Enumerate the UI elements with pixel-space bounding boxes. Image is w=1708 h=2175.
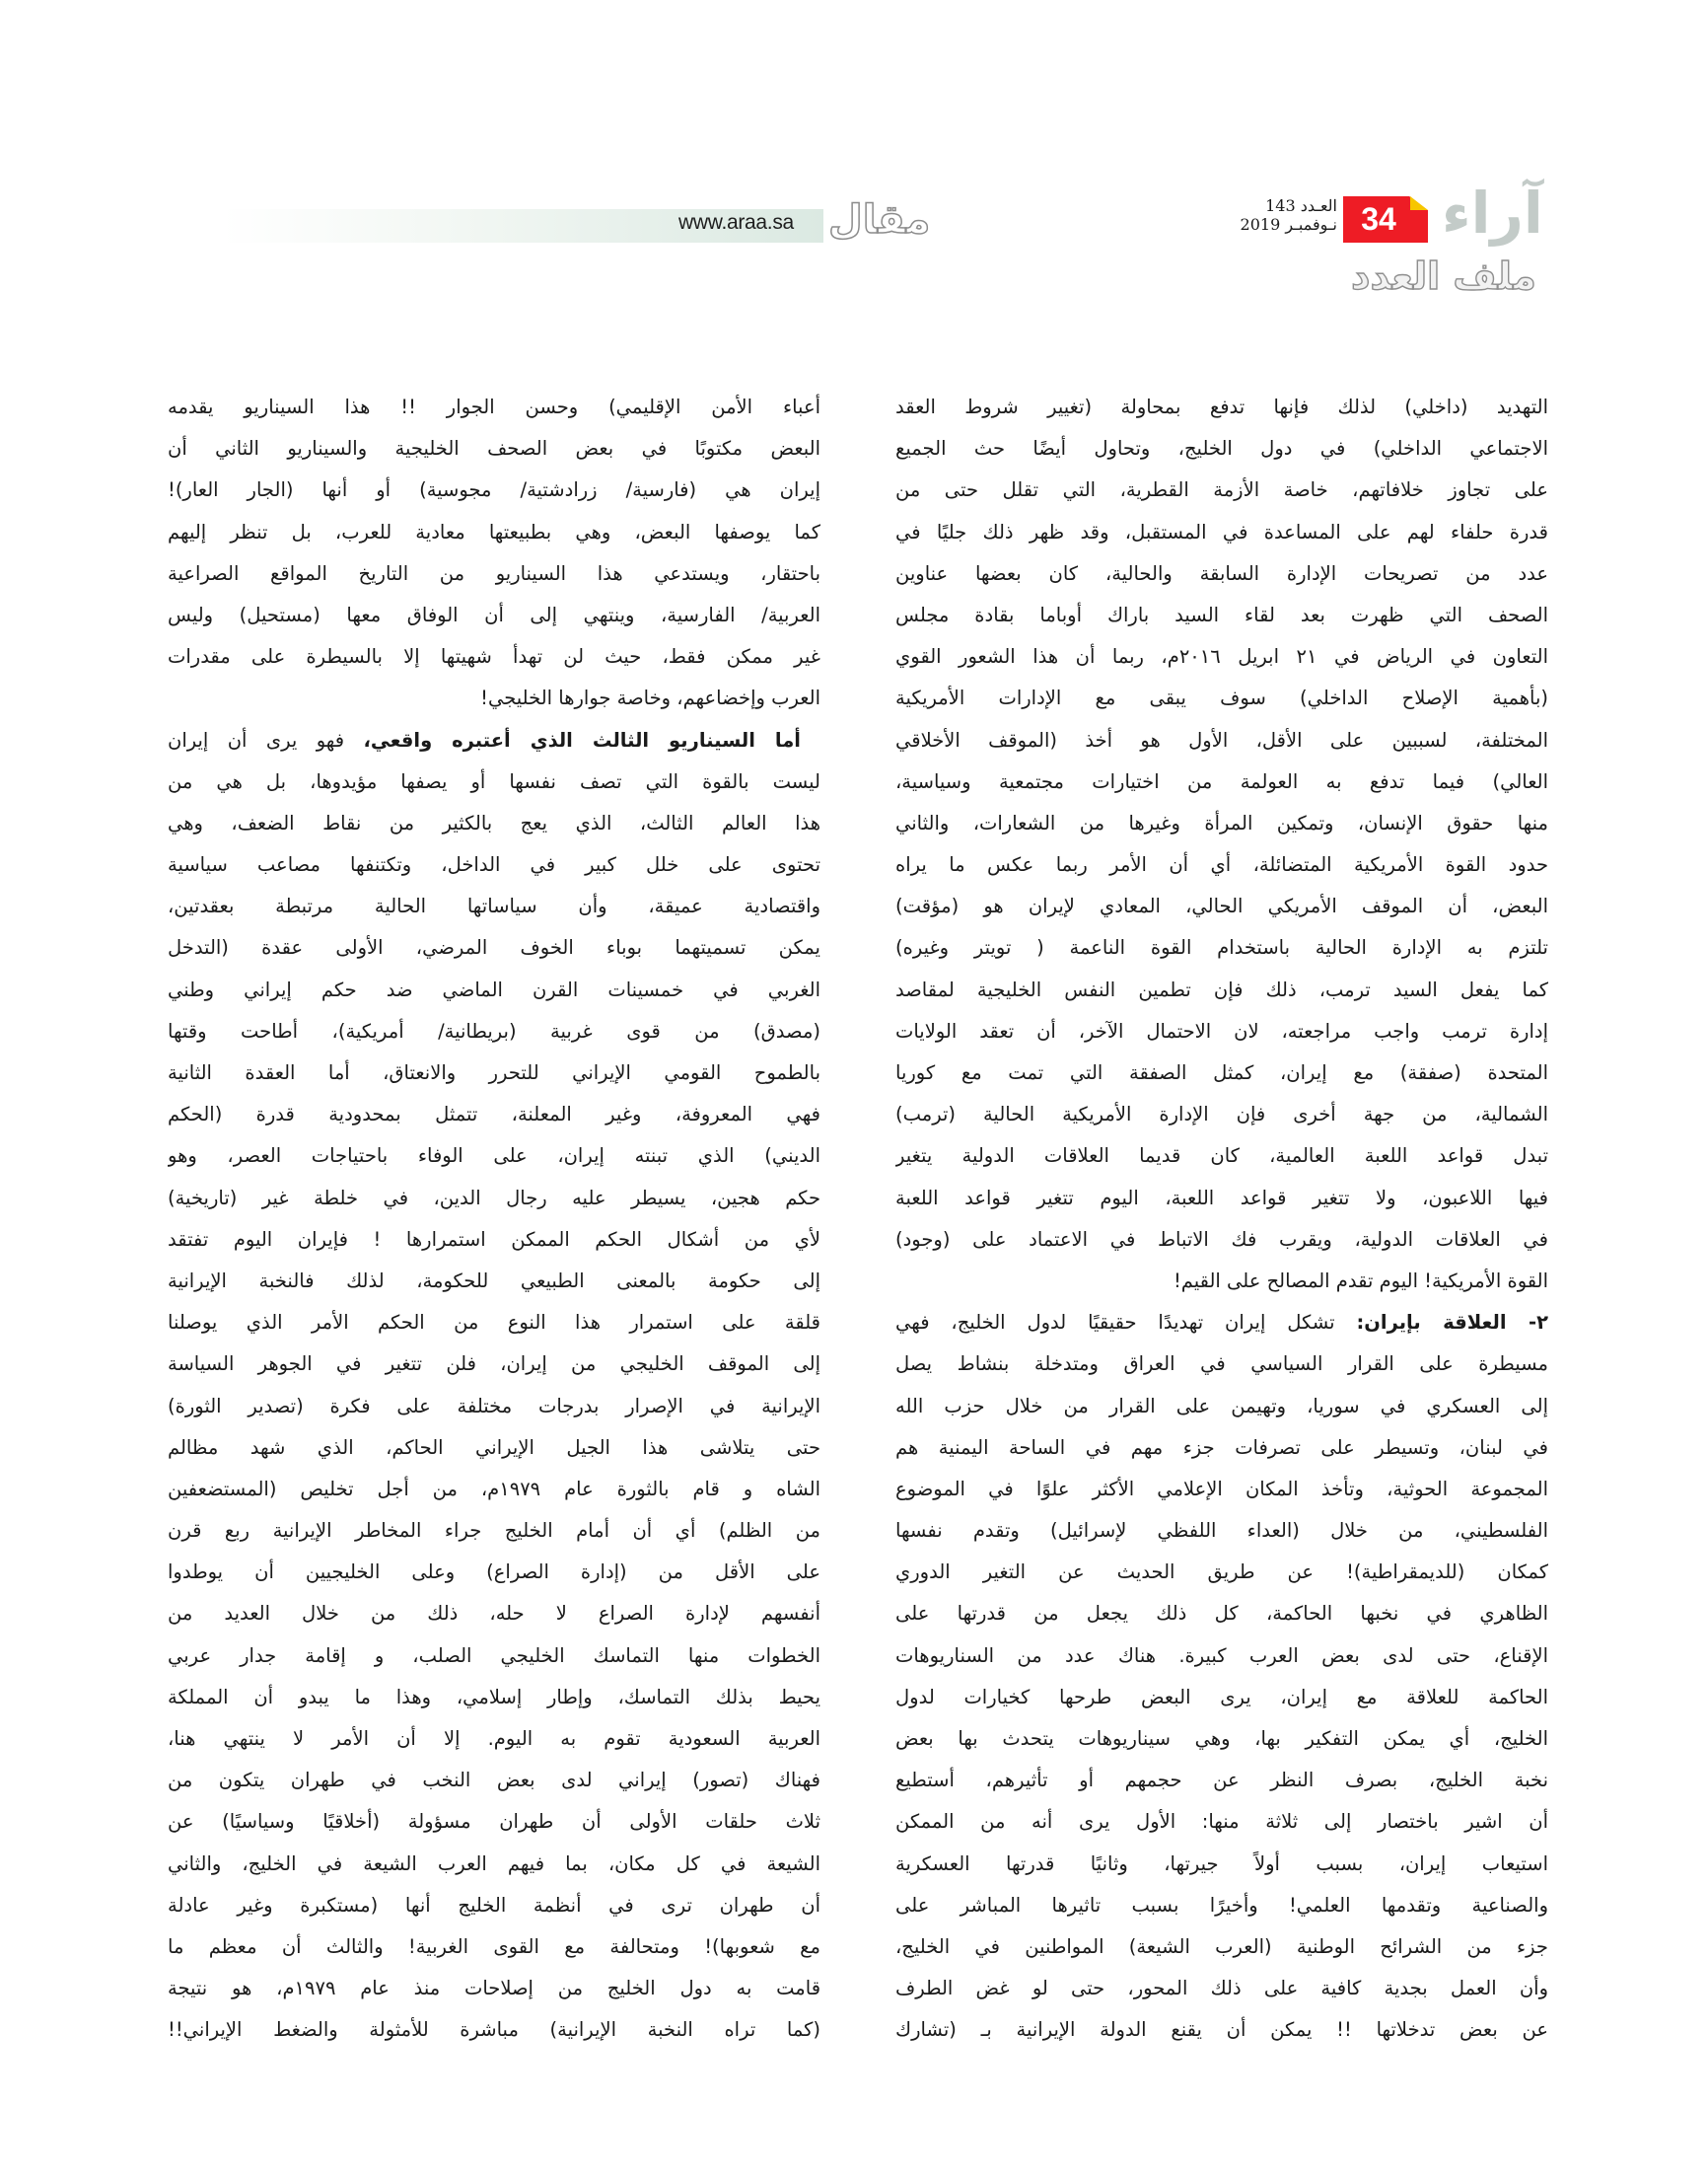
article-line xyxy=(168,1593,820,1634)
line-text: (كما تراه النخبة الإيرانية) مباشرة للأمثولة والضغط الإيراني!! xyxy=(168,2018,820,2042)
article-line xyxy=(168,1261,820,1302)
article-line xyxy=(895,1510,1548,1552)
line-text: إلى الموقف الخليجي من إيران، فلن تتغير في الجوهر السياسة xyxy=(168,1352,820,1376)
page-number: 34 xyxy=(1361,201,1396,237)
line-text: كمكان (للديمقراطية)! عن طريق الحديث عن التغير الدوري xyxy=(895,1560,1548,1584)
section-label: مقال xyxy=(828,197,931,243)
article-line xyxy=(895,1261,1548,1302)
line-text: تحتوى على خلل كبير في الداخل، وتكتنفها مصاعب سياسية xyxy=(168,853,820,877)
article-line xyxy=(168,1510,820,1552)
line-text: قلقة على استمرار هذا النوع من الحكم الأمر الذي يوصلنا xyxy=(168,1311,820,1335)
article-line xyxy=(895,470,1548,511)
article-line xyxy=(168,1760,820,1801)
article-line xyxy=(895,886,1548,927)
line-text: التهديد (داخلي) لذلك فإنها تدفع بمحاولة (تغيير شروط العقد xyxy=(895,396,1548,418)
line-text: حدود القوة الأمريكية المتضائلة، أي أن الأمر ربما عكس ما يراه xyxy=(895,853,1548,877)
line-text: تلتزم به الإدارة الحالية باستخدام القوة الناعمة ( تويتر وغيره) xyxy=(895,936,1548,960)
line-text: العرب وإخضاعهم، وخاصة جوارها الخليجي! xyxy=(480,687,820,710)
line-text: العالي) فيما تدفع به العولمة من اختيارات مجتمعية وسياسية، xyxy=(895,769,1548,793)
article-line xyxy=(895,1094,1548,1135)
article-line xyxy=(168,1011,820,1052)
article-line xyxy=(895,1801,1548,1843)
line-text: إلى حكومة بالمعنى الطبيعي للحكومة، لذلك فالنخبة الإيرانية xyxy=(168,1269,820,1292)
issue-date: نـوفمبـر 2019 xyxy=(1240,215,1337,234)
line-text: أنفسهم لإدارة الصراع لا حله، ذلك من خلال العديد من xyxy=(168,1602,820,1626)
article-line xyxy=(168,1926,820,1968)
article-line xyxy=(895,428,1548,470)
article-line xyxy=(895,387,1548,428)
line-text: ثلاث حلقات الأولى أن طهران مسؤولة (أخلاقيًا وسياسيًا) عن xyxy=(168,1810,820,1834)
line-text: من الظلم) أي أن أمام الخليج جراء المخاطر الإيرانية ربع قرن xyxy=(168,1519,820,1543)
line-text: الظاهري في نخبها الحاكمة، كل ذلك يجعل من قدرتها على xyxy=(895,1602,1548,1626)
line-text: فيها اللاعبون، ولا تتغير قواعد اللعبة، اليوم تتغير قواعد اللعبة xyxy=(895,1186,1548,1209)
article-line xyxy=(895,595,1548,636)
line-text: منها حقوق الإنسان، وتمكين المرأة وغيرها من الشعارات، والثاني xyxy=(895,811,1548,834)
magazine-logo: آراء xyxy=(1442,180,1543,247)
line-text: عن بعض تدخلاتها !! يمكن أن يقنع الدولة الإيرانية بـ (تشارك xyxy=(895,2018,1548,2042)
article-line xyxy=(168,678,820,719)
article-line xyxy=(895,1011,1548,1052)
article-line xyxy=(168,636,820,678)
line-text: مسيطرة على القرار السياسي في العراق ومتدخلة بنشاط يصل xyxy=(895,1352,1548,1376)
line-text: أعباء الأمن الإقليمي) وحسن الجوار !! هذا السيناريو يقدمه xyxy=(168,396,820,418)
line-text: الخطوات منها التماسك الخليجي الصلب، و إقامة جدار عربي xyxy=(168,1643,820,1667)
line-text: الخليج، أي يمكن التفكير بها، وهي سيناريوهات يتحدث بها بعض xyxy=(895,1727,1548,1750)
line-text: وأن العمل بجدية كافية على ذلك المحور، حتى لو غض الطرف xyxy=(895,1977,1548,2000)
line-text: واقتصادية عميقة، وأن سياساتها الحالية مرتبطة بعقدتين، xyxy=(168,895,820,918)
line-text: الحاكمة للعلاقة مع إيران، يرى البعض طرحها كخيارات لدول xyxy=(895,1685,1548,1708)
line-text: لأي من أشكال الحكم الممكن استمرارها ! فإيران اليوم تفتقد xyxy=(168,1227,820,1251)
line-text: إلى العسكري في سوريا، وتهيمن على القرار من خلال حزب الله xyxy=(895,1394,1548,1417)
article-line xyxy=(168,1844,820,1885)
article-line xyxy=(895,512,1548,553)
article-line xyxy=(895,720,1548,761)
line-text: إيران هي (فارسية/ زرادشتية/ مجوسية) أو أنها (الجار العار)! xyxy=(168,478,820,502)
article-line xyxy=(168,1219,820,1261)
article-line xyxy=(895,1386,1548,1427)
line-text: الإيرانية في الإصرار بدرجات مختلفة على فكرة (تصدير الثورة) xyxy=(168,1394,820,1417)
article-line xyxy=(895,2009,1548,2051)
line-text: جزء من الشرائح الوطنية (العرب الشيعة) المواطنين في الخليج، xyxy=(895,1934,1548,1958)
line-text: العربية/ الفارسية، وينتهي إلى أن الوفاق معها (مستحيل) وليس xyxy=(168,603,820,626)
article-line xyxy=(895,1968,1548,2009)
line-text: عدد من تصريحات الإدارة السابقة والحالية، كان بعضها عناوين xyxy=(895,561,1548,585)
article-line xyxy=(895,1219,1548,1261)
article-line xyxy=(168,927,820,969)
line-text: حكم هجين، يسيطر عليه رجال الدين، في خلطة غير (تاريخية) xyxy=(168,1186,820,1209)
article-line xyxy=(895,927,1548,969)
article-column-left xyxy=(168,387,820,2052)
article-line xyxy=(168,470,820,511)
line-text: تشكل إيران تهديدًا حقيقيًا لدول الخليج، فهي xyxy=(895,1311,1357,1335)
line-text: الشيعة في كل مكان، بما فيهم العرب الشيعة في الخليج، والثاني xyxy=(168,1851,820,1875)
article-line xyxy=(895,636,1548,678)
line-text: (مصدق) من قوى غربية (بريطانية/ أمريكية)، أطاحت وقتها xyxy=(168,1019,820,1043)
article-line xyxy=(168,1343,820,1385)
line-text: الإقناع، حتى لدى بعض العرب كبيرة. هناك عدد من السناريوهات xyxy=(895,1643,1548,1667)
article-column-right xyxy=(895,387,1548,2052)
article-line xyxy=(168,1552,820,1593)
line-text: والصناعية وتقدمها العلمي! وأخيرًا بسبب تاثيرها المباشر على xyxy=(895,1893,1548,1917)
line-text: الصحف التي ظهرت بعد لقاء السيد باراك أوباما بقادة مجلس xyxy=(895,603,1548,626)
line-text: المجموعة الحوثية، وتأخذ المكان الإعلامي الأكثر علوًا في الموضوع xyxy=(895,1477,1548,1500)
line-text: في العلاقات الدولية، ويقرب فك الاتباط في الاعتماد على (وجود) xyxy=(895,1227,1548,1251)
article-line xyxy=(168,1302,820,1343)
article-line xyxy=(168,1677,820,1718)
article-line xyxy=(168,1469,820,1510)
article-line xyxy=(168,803,820,844)
line-text: البعض، أن الموقف الأمريكي الحالي، المعادي لإيران هو (مؤقت) xyxy=(895,895,1548,918)
line-text: الديني) الذي تبنته إيران، على الوفاء باحتياجات العصر، وهو xyxy=(168,1144,820,1168)
line-text: استيعاب إيران، بسبب أولاً جيرتها، وثانيًا قدرتها العسكرية xyxy=(895,1851,1548,1875)
line-text: غير ممكن فقط، حيث لن تهدأ شهيتها إلا بالسيطرة على مقدرات xyxy=(168,645,820,669)
line-text: الشمالية، من جهة أخرى فإن الإدارة الأمريكية الحالية (ترمب) xyxy=(895,1103,1548,1126)
line-text: قامت به دول الخليج من إصلاحات منذ عام ١٩٧٩م، هو نتيجة xyxy=(168,1977,820,2000)
line-text: باحتقار، ويستدعي هذا السيناريو من التاريخ المواقع الصراعية xyxy=(168,561,820,585)
article-line xyxy=(168,761,820,803)
article-line xyxy=(895,1135,1548,1177)
article-line xyxy=(895,1926,1548,1968)
line-text: مع شعوبها)! ومتحالفة مع القوى الغربية! والثالث أن معظم ما xyxy=(168,1934,820,1958)
article-line xyxy=(895,1427,1548,1469)
line-text: الاجتماعي الداخلي) في دول الخليج، وتحاول أيضًا حث الجميع xyxy=(895,437,1548,461)
article-line xyxy=(168,970,820,1011)
line-text: التعاون في الرياض في ٢١ ابريل ٢٠١٦م، ربما أن هذا الشعور القوي xyxy=(895,645,1548,669)
article-line xyxy=(895,1302,1548,1343)
article-line xyxy=(168,1094,820,1135)
article-line xyxy=(168,512,820,553)
line-text: الفلسطيني، من خلال (العداء اللفظي لإسرائيل) وتقدم نفسها xyxy=(895,1519,1548,1543)
article-line xyxy=(168,1052,820,1094)
line-text: كما يفعل السيد ترمب، ذلك فإن تطمين النفس الخليجية لمقاصد xyxy=(895,978,1548,1001)
article-line xyxy=(168,387,820,428)
line-text: بالطموح القومي الإيراني للتحرر والانعتاق، أما العقدة الثانية xyxy=(168,1061,820,1084)
line-text: كما يوصفها البعض، وهي بطبيعتها معادية للعرب، بل تنظر إليهم xyxy=(168,520,820,544)
issue-info xyxy=(1215,196,1337,234)
article-line xyxy=(168,1885,820,1926)
section-heading: أما السيناريو الثالث الذي أعتبره واقعي، xyxy=(363,728,801,752)
line-text: قدرة حلفاء لهم على المساعدة في المستقبل، وقد ظهر ذلك جليًا في xyxy=(895,520,1548,544)
article-line xyxy=(168,2009,820,2051)
article-line xyxy=(168,595,820,636)
article-line xyxy=(168,1635,820,1677)
line-text: ليست بالقوة التي تصف نفسها أو يصفها مؤيدوها، بل هي من xyxy=(168,769,820,793)
line-text: نخبة الخليج، بصرف النظر عن حجمهم أو تأثيرهم، أستطيع xyxy=(895,1769,1548,1792)
line-text: فهي المعروفة، وغير المعلنة، تتمثل بمحدودية قدرة (الحكم xyxy=(168,1103,820,1126)
line-text: على تجاوز خلافاتهم، خاصة الأزمة القطرية، التي تقلل حتى من xyxy=(895,478,1548,502)
article-line xyxy=(895,1052,1548,1094)
line-text: الغربي في خمسينات القرن الماضي ضد حكم إيراني وطني xyxy=(168,978,820,1001)
issue-number: العـدد 143 xyxy=(1265,196,1337,215)
article-line xyxy=(895,970,1548,1011)
line-text: فهناك (تصور) إيراني لدى بعض النخب في طهران يتكون من xyxy=(168,1769,820,1792)
line-text: المختلفة، لسببين على الأقل، الأول هو أخذ (الموقف الأخلاقي xyxy=(895,728,1548,752)
article-line xyxy=(895,1718,1548,1760)
article-line xyxy=(895,1885,1548,1926)
line-text: (بأهمية الإصلاح الداخلي) سوف يبقى مع الإدارات الأمريكية xyxy=(895,687,1548,710)
article-line xyxy=(168,1427,820,1469)
article-line xyxy=(168,886,820,927)
article-line xyxy=(895,1552,1548,1593)
article-line xyxy=(895,1760,1548,1801)
site-url-link[interactable]: www.araa.sa xyxy=(678,211,794,234)
article-line xyxy=(895,1844,1548,1885)
line-text: حتى يتلاشى هذا الجيل الإيراني الحاكم، الذي شهد مظالم xyxy=(168,1435,820,1459)
article-line xyxy=(168,428,820,470)
article-line xyxy=(895,1469,1548,1510)
line-text: أن اشير باختصار إلى ثلاثة منها: الأول يرى أنه من الممكن xyxy=(895,1810,1548,1834)
line-text: فهو يرى أن إيران xyxy=(168,728,364,752)
line-text: القوة الأمريكية! اليوم تقدم المصالح على القيم! xyxy=(1173,1269,1548,1292)
article-line xyxy=(168,844,820,886)
line-text: المتحدة (صفقة) مع إيران، كمثل الصفقة التي تمت مع كوريا xyxy=(895,1061,1548,1084)
line-text: الشاه و قام بالثورة عام ١٩٧٩م، من أجل تخليص (المستضعفين xyxy=(168,1477,820,1500)
article-line xyxy=(168,1801,820,1843)
article-line xyxy=(168,1178,820,1219)
line-text: يحيط بذلك التماسك، وإطار إسلامي، وهذا ما يبدو أن المملكة xyxy=(168,1685,820,1708)
page-header xyxy=(0,0,1708,316)
article-line xyxy=(168,720,820,761)
article-line xyxy=(895,1635,1548,1677)
article-line xyxy=(168,1135,820,1177)
line-text: أن طهران ترى في أنظمة الخليج أنها (مستكبرة وغير عادلة xyxy=(168,1893,820,1917)
article-line xyxy=(168,1386,820,1427)
article-line xyxy=(168,553,820,595)
line-text: البعض مكتوبًا في بعض الصحف الخليجية والسيناريو الثاني أن xyxy=(168,437,820,461)
article-line xyxy=(895,553,1548,595)
line-text: العربية السعودية تقوم به اليوم. إلا أن الأمر لا ينتهي هنا، xyxy=(168,1727,820,1750)
article-line xyxy=(895,1178,1548,1219)
article-line xyxy=(895,761,1548,803)
line-text: يمكن تسميتهما بوباء الخوف المرضي، الأولى عقدة (التدخل xyxy=(168,936,820,960)
article-line xyxy=(895,1343,1548,1385)
line-text: إدارة ترمب واجب مراجعته، لان الاحتمال الآخر، أن تعقد الولايات xyxy=(895,1019,1548,1043)
issue-file-label: ملف العدد xyxy=(1351,254,1536,298)
line-text: تبدل قواعد اللعبة العالمية، كان قديما العلاقات الدولية يتغير xyxy=(895,1144,1548,1168)
line-text: في لبنان، وتسيطر على تصرفات جزء مهم في الساحة اليمنية هم xyxy=(895,1435,1548,1459)
article-line xyxy=(895,1677,1548,1718)
line-text: هذا العالم الثالث، الذي يعج بالكثير من نقاط الضعف، وهي xyxy=(168,811,820,834)
section-heading: ٢- العلاقة بإيران: xyxy=(1356,1311,1548,1335)
article-line xyxy=(895,1593,1548,1634)
article-line xyxy=(168,1718,820,1760)
line-text: على الأقل من (إدارة الصراع) وعلى الخليجيين أن يوطدوا xyxy=(168,1560,820,1584)
article-line xyxy=(168,1968,820,2009)
article-line xyxy=(895,803,1548,844)
article-line xyxy=(895,844,1548,886)
article-line xyxy=(895,678,1548,719)
